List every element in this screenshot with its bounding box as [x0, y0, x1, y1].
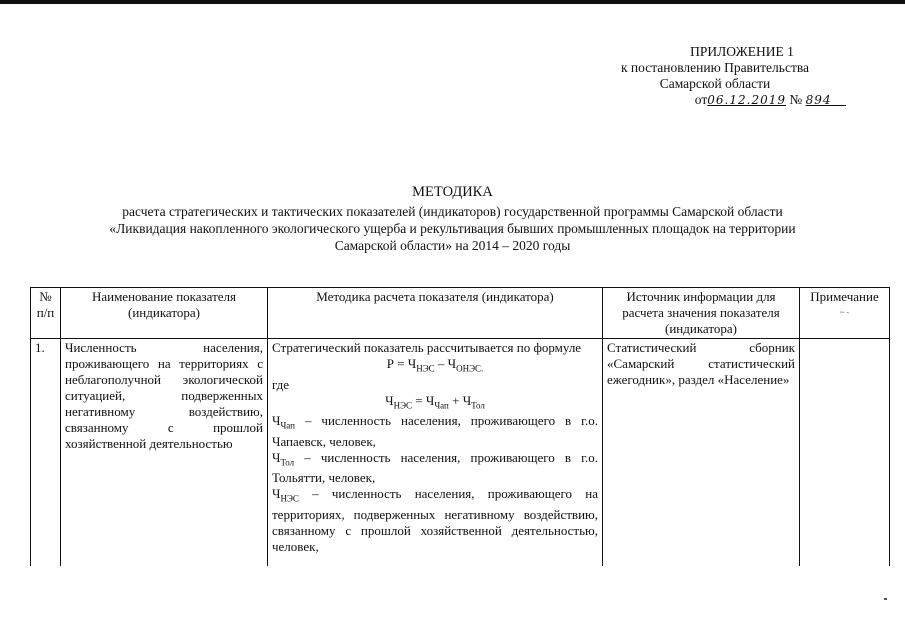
method-intro: Стратегический показатель рассчитывается по формуле [272, 340, 582, 355]
header-note [800, 288, 890, 339]
cell-note [800, 339, 890, 567]
number-label: № [789, 92, 803, 107]
definition-chap: $Ч_{Чап}$ – численность населения, проживающего в г.о. Чапаевск, человек, [272, 413, 598, 449]
cell-source: Статистический сборник «Самарский статистический ежегодник», раздел «Население» [603, 339, 800, 567]
formula-sum: $Ч_{НЭС} = Ч_{Чап} + Ч_{Тол}$ [385, 392, 485, 411]
handwritten-number: 894 [805, 93, 832, 107]
definition-nes: $Ч_{НЭС}$ – численность населения, проживающего на территориях, подверженных негативному воздействию, связанному с прошлой хозяйственной деятельностью, человек, [272, 486, 598, 554]
formula-main: $Р = Ч_{НЭС} - Ч_{ОНЭС.}$ [386, 356, 484, 374]
cell-method [268, 339, 603, 567]
method-where: где [272, 376, 290, 392]
document-title: МЕТОДИКА [412, 184, 493, 200]
header-note-label: Примечание [810, 289, 879, 304]
document-subtitle-line-2: «Ликвидация накопленного экологического ущерба и рекультивация бывших промышленных площадок на территории [109, 221, 796, 236]
appendix-block [590, 44, 840, 108]
appendix-date-line [590, 92, 846, 108]
header-name: Наименование показателя (индикатора) [61, 288, 268, 339]
document-subtitle-line-3: Самарской области» на 2014 – 2020 годы [334, 238, 571, 253]
document-subtitle-line-1: расчета стратегических и тактических показателей (индикаторов) государственной программы Самарской области [122, 204, 783, 219]
document-header [30, 184, 875, 254]
definition-tol: $Ч_{Тол}$ – численность населения, проживающего в г.о. Тольятти, человек, [272, 449, 598, 486]
scan-speck [884, 598, 887, 600]
table-header-row [31, 288, 890, 339]
cell-num: 1. [31, 339, 61, 567]
scan-top-border [0, 0, 905, 4]
note-mark: ~ - [840, 308, 849, 317]
appendix-line-2: Самарской области [659, 76, 771, 91]
header-source: Источник информации для расчета значения показателя (индикатора) [603, 288, 800, 339]
appendix-line-1: к постановлению Правительства [620, 60, 810, 75]
indicator-table [30, 287, 890, 566]
appendix-title: ПРИЛОЖЕНИЕ 1 [690, 44, 794, 59]
header-num: № п/п [31, 288, 61, 339]
date-prefix: от [694, 92, 708, 107]
cell-name: Численность населения, проживающего на территориях с неблагополучной экологической ситуацией, подверженных негативному воздействию, связанному с прошлой хозяйственной деятельностью [61, 339, 268, 567]
table-row [31, 339, 890, 567]
handwritten-date: 06.12.2019 [707, 93, 786, 107]
header-method: Методика расчета показателя (индикатора) [268, 288, 603, 339]
